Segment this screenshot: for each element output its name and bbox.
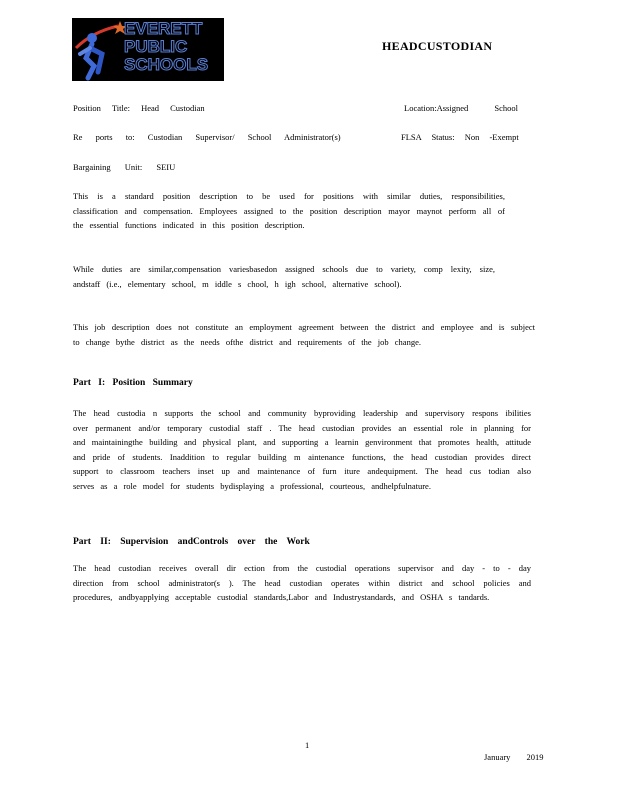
part2-heading: Part II: Supervision andControls over the Work: [73, 537, 310, 547]
footer-date: January 2019: [484, 752, 544, 762]
logo-line-schools: SCHOOLS: [124, 55, 209, 74]
everett-public-schools-logo: [72, 18, 224, 81]
position-title-field: Position Title: Head Custodian: [73, 103, 205, 113]
part1-body: The head custodia n supports the school and community byproviding leadership and supervisory respons ibilities over permanent and/or temporary custodial staff . The head custodian provides an essential role in planning for and maintainingthe building and physical plant, and supporting a learnin genvironment that promotes health, attitude and pride of students. Inaddition to regular building m aintenance functions, the head custodian provides direct support to classroom teachers inset up and maintenance of furn iture andequipment. The head cus todian also serves as a role model for students bydisplaying a professional, courteous, andhelpfulnature.: [73, 408, 531, 491]
flsa-status-field: FLSA Status: Non -Exempt: [401, 132, 519, 142]
part1-heading: Part I: Position Summary: [73, 378, 193, 388]
logo-line-public: PUBLIC: [124, 37, 188, 56]
page-number: 1: [305, 740, 310, 750]
reports-to-field: Re ports to: Custodian Supervisor/ School Administrator(s): [73, 132, 341, 142]
intro-paragraph-1: This is a standard position description to be used for positions with similar duties, responsibilities, classification and compensation. Employees assigned to the position description mayor maynot perform all of the essential functions indicated in this position description.: [73, 191, 505, 230]
logo-line-everett: EVERETT: [124, 19, 203, 38]
intro-paragraph-3: This job description does not constitute an employment agreement between the district and employee and is subject to change bythe district as the needs ofthe district and requirements of the job change.: [73, 322, 535, 347]
runner-star-icon: [72, 18, 132, 81]
bargaining-unit-field: Bargaining Unit: SEIU: [73, 162, 176, 172]
document-title: HEADCUSTODIAN: [382, 39, 493, 53]
part2-body: The head custodian receives overall dir ection from the custodial operations supervisor and day - to - day direction from school administrator(s ). The head custodian operates within district and school policies and procedures, andbyapplying acceptable custodial standards,Labor and Industrystandards, and OSHA s tandards.: [73, 563, 531, 602]
intro-paragraph-2: While duties are similar,compensation variesbasedon assigned schools due to variety, comp lexity, size, andstaff (i.e., elementary school, m iddle s chool, h igh school, alternative school).: [73, 264, 495, 289]
location-field: Location:Assigned School: [404, 103, 518, 113]
